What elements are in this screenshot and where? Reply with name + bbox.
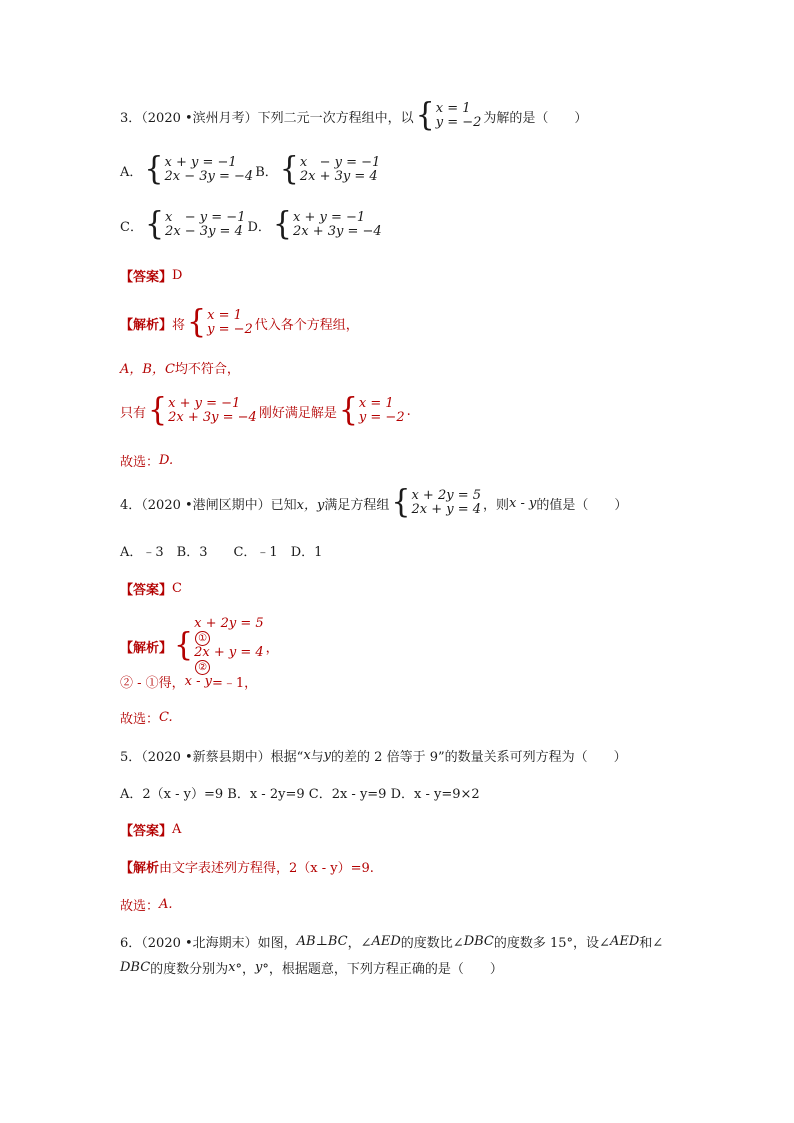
q6-text-e: 的度数比∠ bbox=[400, 936, 464, 951]
q6-line1 bbox=[120, 932, 663, 951]
q3-analysis bbox=[120, 304, 359, 341]
brace-icon: { bbox=[279, 151, 299, 188]
brace-icon: { bbox=[391, 484, 411, 521]
q3-answer-value: D bbox=[172, 268, 183, 283]
choose-label: 故选： bbox=[120, 712, 160, 727]
brace-icon: { bbox=[148, 392, 168, 429]
q6-line2 bbox=[120, 958, 503, 977]
q5-answer bbox=[120, 820, 181, 839]
q4-stem-expr: x - y bbox=[509, 495, 537, 511]
q3-analysis-text: 将 bbox=[172, 317, 186, 333]
q3-option-c-label: C． bbox=[120, 219, 143, 235]
q5-analysis-text: 由文字表述列方程得，2（x - y）=9. bbox=[159, 861, 374, 876]
choose-label: 故选： bbox=[120, 455, 160, 470]
q3-analysis-line2 bbox=[120, 358, 240, 377]
q6-text-j: DBC bbox=[120, 960, 151, 975]
analysis-tag: 【解析 bbox=[120, 861, 160, 876]
q4-answer bbox=[120, 579, 182, 598]
q4-step-text: ② - ①得， bbox=[120, 676, 185, 691]
answer-tag: 【答案】 bbox=[120, 824, 173, 839]
q3-options-cd bbox=[120, 206, 384, 243]
choose-label: 故选： bbox=[120, 899, 160, 914]
q3-analysis-tail: 代入各个方程组， bbox=[254, 317, 359, 333]
answer-tag: 【答案】 bbox=[120, 583, 173, 598]
analysis-tag: 【解析】 bbox=[120, 640, 173, 656]
q3-choose-value: D. bbox=[159, 453, 174, 468]
q4-step bbox=[120, 672, 257, 691]
brace-icon: { bbox=[415, 97, 435, 134]
q5-options-text: A．2（x - y）=9 B．x - 2y=9 C．2x - y=9 D．x - y=9×2 bbox=[120, 787, 480, 802]
brace-icon: { bbox=[187, 304, 207, 341]
q3-options-ab bbox=[120, 151, 382, 188]
q4-choose-value: C. bbox=[159, 710, 173, 725]
q3-analysis-system: { x = 1 y = −2 bbox=[187, 304, 253, 341]
q3-analysis-system-d: { x + y = −1 2x + 3y = −4 bbox=[148, 392, 257, 429]
q3-analysis-text2: 均不符合， bbox=[174, 362, 240, 377]
q6-text-d: AED bbox=[371, 934, 401, 949]
q5-answer-value: A bbox=[172, 822, 182, 837]
q6-text-b: AB⊥BC bbox=[296, 934, 348, 949]
q6-text-i: 和∠ bbox=[639, 936, 664, 951]
answer-tag: 【答案】 bbox=[120, 270, 173, 285]
q3-option-b: { x − y = −1 2x + 3y = 4 bbox=[279, 151, 381, 188]
q4-stem-tail: 的值是（ ） bbox=[536, 497, 628, 513]
q5-analysis bbox=[120, 857, 374, 876]
q6-text-k: 的度数分别为 bbox=[150, 962, 229, 977]
q3-stem-tail: 为解的是（ ） bbox=[483, 110, 588, 126]
q6-text-n: y bbox=[255, 960, 263, 975]
q4-analysis-system: { x + 2y = 5 ① 2x + y = 4 ② bbox=[174, 616, 264, 673]
q6-text-o: °，根据题意，下列方程正确的是（ ） bbox=[262, 962, 503, 977]
q5-choose-value: A. bbox=[159, 897, 173, 912]
q3-option-c: { x − y = −1 2x − 3y = 4 bbox=[144, 206, 246, 243]
q5-options bbox=[120, 783, 480, 802]
q3-option-b-label: B． bbox=[255, 164, 278, 180]
q5-stem bbox=[120, 746, 627, 765]
q4-analysis bbox=[120, 617, 279, 675]
q3-analysis-line3 bbox=[120, 392, 411, 429]
q3-analysis-system-sol: { x = 1 y = −2 bbox=[338, 392, 405, 429]
q4-answer-value: C bbox=[172, 581, 182, 596]
q6-text-a: 6．（2020 •北海期末）如图， bbox=[120, 936, 297, 951]
q4-options-text: A．﹣3 B．3 C．﹣1 D．1 bbox=[120, 545, 323, 560]
q5-stem-x: x bbox=[303, 748, 311, 763]
q3-analysis-period: . bbox=[406, 403, 411, 419]
q4-stem-system: { x + 2y = 5 2x + y = 4 bbox=[391, 484, 481, 521]
q4-choose bbox=[120, 708, 173, 727]
q5-stem-text: 5．（2020 •新蔡县期中）根据“ bbox=[120, 750, 304, 765]
q3-choose bbox=[120, 451, 173, 470]
q4-options bbox=[120, 541, 322, 560]
q6-text-f: DBC bbox=[463, 934, 494, 949]
q6-text-l: x bbox=[228, 960, 236, 975]
q4-stem-text: 4．（2020 •港闸区期中）已知 bbox=[120, 497, 297, 513]
q6-text-m: °， bbox=[235, 962, 256, 977]
q3-analysis-only: 只有 bbox=[120, 405, 147, 421]
q6-text-h: AED bbox=[609, 934, 640, 949]
circled-two-icon: ② bbox=[195, 660, 210, 675]
q4-stem-text3: ，则 bbox=[483, 497, 510, 513]
q4-step-expr: x - y bbox=[184, 674, 213, 689]
q5-choose bbox=[120, 895, 173, 914]
brace-icon: { bbox=[272, 206, 292, 243]
brace-icon: { bbox=[144, 151, 164, 188]
q5-stem-tail: 的差的 2 倍等于 9”的数量关系可列方程为（ ） bbox=[331, 750, 627, 765]
q3-stem-system: { x = 1 y = −2 bbox=[415, 97, 482, 134]
q4-stem-vars: x，y bbox=[296, 497, 325, 513]
analysis-tag: 【解析】 bbox=[120, 317, 173, 333]
q3-option-a-label: A． bbox=[120, 164, 143, 180]
q3-option-a: { x + y = −1 2x − 3y = −4 bbox=[144, 151, 254, 188]
q6-text-c: ，∠ bbox=[347, 936, 372, 951]
brace-icon: { bbox=[338, 392, 358, 429]
q4-stem-text2: 满足方程组 bbox=[324, 497, 390, 513]
q3-stem-text: 3．（2020 •滨州月考）下列二元一次方程组中，以 bbox=[120, 110, 414, 126]
q3-option-d-label: D． bbox=[247, 219, 271, 235]
q3-analysis-satisfy: 刚好满足解是 bbox=[258, 405, 337, 421]
q4-analysis-comma: ， bbox=[265, 640, 279, 656]
q3-analysis-vars: A，B，C bbox=[120, 362, 175, 377]
brace-icon: { bbox=[174, 627, 194, 664]
q4-stem bbox=[120, 484, 628, 521]
q3-stem bbox=[120, 97, 588, 134]
q5-stem-and: 与 bbox=[310, 750, 324, 765]
circled-one-icon: ① bbox=[195, 631, 210, 646]
q4-step-result: =﹣1， bbox=[212, 676, 258, 691]
q3-option-d: { x + y = −1 2x + 3y = −4 bbox=[272, 206, 382, 243]
q5-stem-y: y bbox=[323, 748, 332, 763]
brace-icon: { bbox=[144, 206, 165, 243]
q6-text-g: 的度数多 15°，设∠ bbox=[493, 936, 610, 951]
q3-answer bbox=[120, 266, 182, 285]
